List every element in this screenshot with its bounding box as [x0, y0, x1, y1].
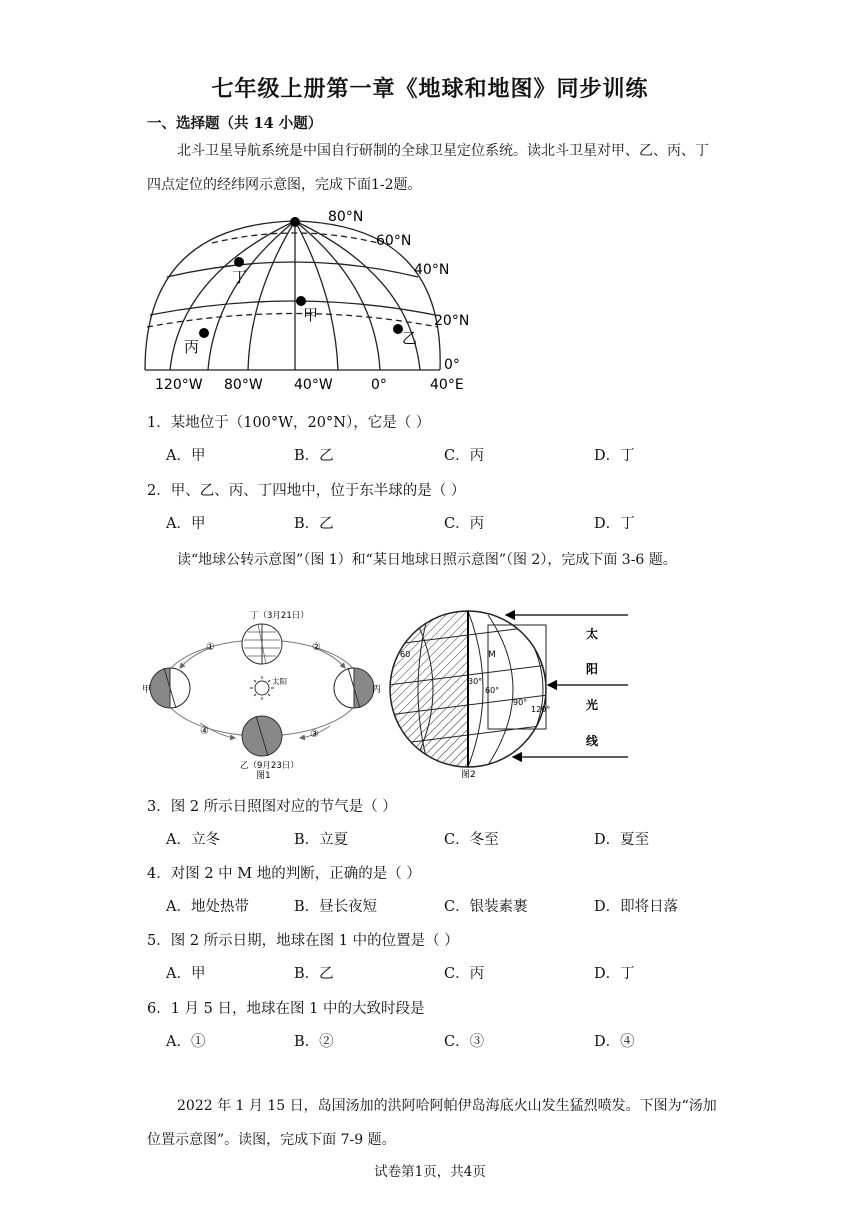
figure-1-revolution	[140, 608, 390, 783]
q5-option-c[interactable]: C．丙	[444, 966, 485, 982]
fig2-sunlight-2: 阳	[586, 662, 599, 676]
question-2-stem: 2．甲、乙、丙、丁四地中，位于东半球的是（ ）	[147, 483, 466, 499]
question-5-stem: 5．图 2 所示日期，地球在图 1 中的位置是（ ）	[147, 933, 459, 949]
q1-option-b[interactable]: B．乙	[294, 448, 334, 464]
fig1-stage-4: ④	[200, 726, 209, 737]
fig1-stage-2: ②	[312, 642, 321, 653]
fig1-stage-1: ①	[206, 642, 215, 653]
fig1-stage-3: ③	[310, 729, 319, 740]
q3-option-a[interactable]: A．立冬	[166, 832, 220, 848]
q3-option-d[interactable]: D．夏至	[594, 832, 650, 848]
lon-label-120w: 120°W	[155, 377, 203, 393]
lat-label-80: 80°N	[328, 209, 364, 225]
intro-paragraph-3: 2022 年 1 月 15 日，岛国汤加的洪阿哈阿帕伊岛海底火山发生猛烈喷发。下图为“汤加位置示意图”。读图，完成下面 7-9 题。	[147, 1098, 717, 1148]
q5-option-b[interactable]: B．乙	[294, 966, 334, 982]
q5-option-a[interactable]: A．甲	[166, 966, 206, 982]
figure-2-illumination	[388, 605, 718, 785]
point-ding	[234, 257, 244, 267]
q2-option-a[interactable]: A．甲	[166, 516, 206, 532]
fig1-bing-label: 丙	[372, 685, 382, 695]
north-pole-point	[290, 217, 300, 227]
fig2-label-60: 60°	[485, 686, 500, 695]
q6-option-b[interactable]: B．②	[294, 1034, 334, 1050]
point-bing	[199, 328, 209, 338]
q4-option-c[interactable]: C．银装素裹	[444, 899, 528, 915]
intro-paragraph-2: 读“地球公转示意图”（图 1）和“某日地球日照示意图”（图 2），完成下面 3-6 题。	[177, 552, 677, 568]
fig1-ding-label: 丁（3月21日）	[250, 611, 309, 621]
q4-option-b[interactable]: B．昼长夜短	[294, 899, 378, 915]
fig1-sun-label: 太阳	[272, 677, 287, 686]
fig2-caption: 图2	[461, 770, 476, 780]
point-jia	[296, 296, 306, 306]
label-yi: 乙	[402, 329, 418, 347]
q4-option-d[interactable]: D．即将日落	[594, 899, 679, 915]
intro-paragraph-1: 北斗卫星导航系统是中国自行研制的全球卫星定位系统。读北斗卫星对甲、乙、丙、丁四点定位的经纬网示意图，完成下面1-2题。	[147, 143, 709, 193]
page-title: 七年级上册第一章《地球和地图》同步训练	[211, 76, 649, 102]
lon-label-80w: 80°W	[224, 377, 263, 393]
fig2-label-90: 90°	[513, 698, 528, 707]
fig2-label-30: 30°	[468, 677, 483, 686]
q3-option-b[interactable]: B．立夏	[294, 832, 349, 848]
question-6-stem: 6．1 月 5 日，地球在图 1 中的大致时段是	[147, 1001, 425, 1017]
q6-option-a[interactable]: A．①	[166, 1034, 206, 1050]
q2-option-d[interactable]: D．丁	[594, 516, 635, 532]
q6-option-c[interactable]: C．③	[444, 1034, 485, 1050]
fig2-label-60-left: 60	[400, 650, 411, 659]
fig2-sunlight-3: 光	[586, 698, 599, 712]
q1-option-a[interactable]: A．甲	[166, 448, 206, 464]
label-jia: 甲	[303, 306, 319, 324]
fig1-yi-label: 乙（9月23日）	[240, 761, 299, 771]
fig1-caption: 图1	[256, 771, 271, 781]
q1-option-c[interactable]: C．丙	[444, 448, 485, 464]
question-4-stem: 4．对图 2 中 M 地的判断，正确的是（ ）	[147, 866, 421, 882]
q4-option-a[interactable]: A．地处热带	[166, 899, 249, 915]
fig1-jia-label: 甲	[142, 685, 152, 695]
lat-label-40: 40°N	[414, 262, 450, 278]
lat-label-60: 60°N	[376, 233, 412, 249]
lat-lon-grid-figure	[140, 205, 475, 395]
q6-option-d[interactable]: D．④	[594, 1034, 635, 1050]
lon-label-40w: 40°W	[294, 377, 333, 393]
page-footer: 试卷第1页，共4页	[374, 1164, 486, 1180]
lon-label-0: 0°	[371, 377, 387, 393]
q2-option-c[interactable]: C．丙	[444, 516, 485, 532]
question-1-stem: 1．某地位于（100°W，20°N），它是（ ）	[147, 415, 431, 431]
label-bing: 丙	[184, 338, 200, 356]
section-heading: 一、选择题（共 14 小题）	[147, 115, 323, 132]
question-3-stem: 3．图 2 所示日照图对应的节气是（ ）	[147, 799, 397, 815]
q2-option-b[interactable]: B．乙	[294, 516, 334, 532]
lon-label-40e: 40°E	[430, 377, 464, 393]
fig2-sunlight-4: 线	[586, 734, 599, 748]
q1-option-d[interactable]: D．丁	[594, 448, 635, 464]
fig2-label-m: M	[488, 650, 496, 660]
lat-label-20: 20°N	[434, 313, 470, 329]
lat-label-0: 0°	[444, 357, 460, 373]
label-ding: 丁	[232, 268, 248, 286]
q5-option-d[interactable]: D．丁	[594, 966, 635, 982]
fig2-sunlight-1: 太	[586, 627, 599, 641]
fig2-label-120: 120°	[531, 705, 551, 714]
q3-option-c[interactable]: C．冬至	[444, 832, 499, 848]
